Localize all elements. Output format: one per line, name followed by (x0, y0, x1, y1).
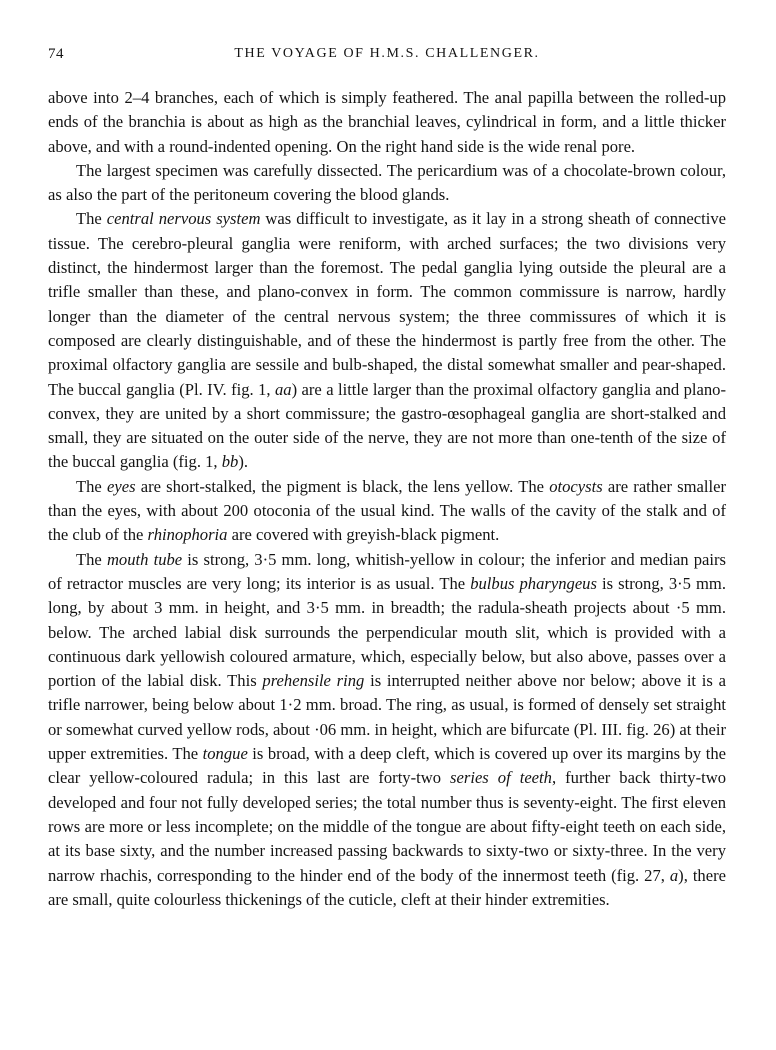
text-run: ) are a little larger than the proximal olfactory ganglia and plano-convex, they are united by a short commissure; the gastro-œsophageal ganglia are short-stalked and small, they are situated on the outer side of the nerve, they are not more than one-tenth of the size of the buccal ganglia (fig. 1, (48, 379, 727, 472)
paragraph (48, 207, 726, 474)
italic-term: a (669, 865, 679, 885)
italic-term: aa (274, 379, 292, 399)
italic-term: series of teeth (450, 768, 552, 788)
text-run: was difficult to investigate, as it lay in a strong sheath of connective tissue. The cerebro-pleural ganglia were reniform, with arched surfaces; the two divisions very distinct, the hindermost larger than the foremost. The pedal ganglia lying outside the pleural are a trifle smaller than these, and plano-convex in form. The common commissure is narrow, hardly longer than the diameter of the central nervous system; the three commissures of which it is composed are clearly distinguishable, and of these the hindermost is partly free from the other. The proximal olfactory ganglia are sessile and bulb-shaped, the distal somewhat smaller and pear-shaped. The buccal ganglia (Pl. IV. fig. 1, (48, 209, 727, 399)
italic-term: bulbus pharyngeus (470, 573, 597, 593)
italic-term: eyes (106, 476, 136, 496)
italic-term: otocysts (549, 476, 603, 496)
text-run: above into 2–4 branches, each of which is simply feathered. The anal papilla between the rolled-up ends of the branchia is about as high as the branchial leaves, cylindrical in form, and a little thicker above, and with a round-indented opening. On the right hand side is the wide renal pore. (48, 88, 726, 156)
text-run: is interrupted neither above nor below; above it is a trifle narrower, being below about 1·2 mm. broad. The ring, as usual, is formed of densely set straight or somewhat curved yellow rods, about ·06 mm. in height, which are bifurcate (Pl. III. fig. 26) at their upper extremities. The (48, 671, 726, 764)
text-run: is strong, 3·5 mm. long, by about 3 mm. in height, and 3·5 mm. in breadth; the radula-sheath projects about ·5 mm. below. The arched labial disk surrounds the perpendicular mouth slit, which is provided with a continuous dark yellowish coloured armature, which, especially below, but also above, passes over a portion of the labial disk. This (48, 573, 726, 691)
paragraph (48, 86, 726, 159)
text-run: The (76, 549, 107, 569)
text-run: The largest specimen was carefully dissected. The pericardium was of a chocolate-brown colour, as also the part of the peritoneum covering the blood glands. (48, 160, 726, 205)
text-run: The (76, 209, 107, 229)
text-run: is broad, with a deep cleft, which is covered up over its margins by the clear yellow-coloured radula; in this last are forty-two (48, 744, 726, 788)
italic-term: bb (221, 452, 239, 472)
text-run: The (76, 476, 107, 496)
text-run: are short-stalked, the pigment is black, the lens yellow. The (135, 476, 550, 496)
italic-term: rhinophoria (147, 525, 228, 545)
text-run: is strong, 3·5 mm. long, whitish-yellow in colour; the inferior and median pairs of retractor muscles are very long; its interior is as usual. The (48, 549, 726, 593)
italic-term: prehensile ring (262, 671, 365, 691)
paragraph (48, 548, 726, 912)
italic-term: tongue (202, 744, 248, 764)
book-page (48, 46, 726, 912)
text-run: ), there are small, quite colourless thickenings of the cuticle, cleft at their hinder extremities. (48, 865, 726, 909)
running-title: THE VOYAGE OF H.M.S. CHALLENGER. (234, 46, 540, 61)
paragraph (48, 475, 726, 548)
text-run: are rather smaller than the eyes, with about 200 otoconia of the usual kind. The walls of the cavity of the stalk and of the club of the (48, 476, 727, 545)
text-run: , further back thirty-two developed and four not fully developed series; the total number thus is seventy-eight. The first eleven rows are more or less incomplete; on the middle of the tongue are about fifty-eight teeth on each side, at its base sixty, and the number increased passing backwards to sixty-two or sixty-three. In the very narrow rhachis, corresponding to the hinder end of the body of the innermost teeth (fig. 27, (48, 768, 726, 885)
paragraph (48, 159, 726, 208)
running-head (48, 46, 726, 70)
text-run: ). (238, 452, 248, 472)
text-run: are covered with greyish-black pigment. (227, 525, 500, 545)
italic-term: central nervous system (106, 209, 261, 229)
italic-term: mouth tube (106, 549, 183, 569)
body-text (48, 86, 726, 912)
page-number: 74 (48, 46, 64, 62)
